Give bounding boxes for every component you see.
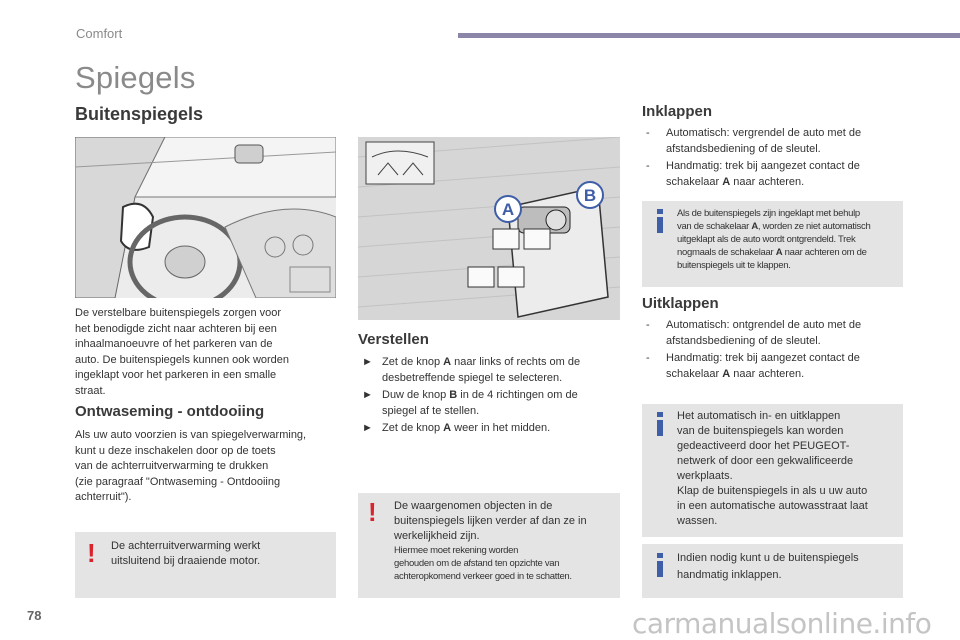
label-a: A [501,200,515,219]
list-item: ► Zet de knop A naar links of rechts om de desbetreffende spiegel te selecteren. [362,356,581,384]
list-item: - Handmatig: trek bij aangezet contact de schakelaar A naar achteren. [646,160,860,188]
list-item: ► Zet de knop A weer in het midden. [362,422,551,434]
heading-ontwaseming: Ontwaseming - ontdooiing [75,403,265,420]
list-item: - Automatisch: vergrendel de auto met de afstandsbediening of de sleutel. [646,127,862,155]
info-icon [656,412,664,436]
heading-buitenspiegels: Buitenspiegels [75,104,204,124]
verstellen-list [362,354,620,437]
label-b: B [583,186,597,205]
info-icon [656,209,664,233]
page-title: Spiegels [75,60,196,95]
heading-verstellen: Verstellen [358,331,429,348]
section-label: Comfort [76,26,123,41]
info-box-manual: Indien nodig kunt u de buitenspiegels handmatig inklappen. [642,544,903,598]
inklappen-list [646,125,906,191]
defrost-paragraph: Als uw auto voorzien is van spiegelverwarming, kunt u deze inschakelen door op de toets van de achterruitverwarming te drukken (zie paragraaf "Ontwaseming - Ontdooiing achterruit"). [75,429,307,503]
intro-paragraph: De verstelbare buitenspiegels zorgen voor het benodigde zicht naar achteren bij een inhaalmanoeuvre of het parkeren van de auto. De buitenspiegels kunnen ook worden ingeklapt voor het parkeren in een smalle straat. [75,307,290,397]
list-item: - Handmatig: trek bij aangezet contact de schakelaar A naar achteren. [646,352,860,380]
warning-icon: ! [87,538,96,568]
heading-uitklappen: Uitklappen [642,295,719,312]
mirror-interior-illustration [75,137,336,298]
page-number: 78 [27,608,42,623]
warning-box-objects: ! De waargenomen objecten in de buitenspiegels lijken verder af dan ze in werkelijkheid zijn. Hiermee moet rekening worden gehouden om de afstand ten opzichte van achteropkomend verkeer goed in te schatten. [358,493,620,598]
list-item: - Automatisch: ontgrendel de auto met de afstandsbediening of de sleutel. [646,319,862,347]
warning-icon: ! [368,497,377,527]
info-icon [656,553,664,577]
info-box-deactivate: Het automatisch in- en uitklappen van de buitenspiegels kan worden gedeactiveerd door het PEUGEOT- netwerk of door een gekwalificeerde werkplaats. Klap de buitenspiegels in als u uw auto in een automatische autowasstraat laat wassen. [642,404,903,537]
uitklappen-list [646,317,906,383]
warning-box-defrost: ! De achterruitverwarming werkt uitsluitend bij draaiende motor. [75,532,336,598]
info-box-fold: Als de buitenspiegels zijn ingeklapt met behulp van de schakelaar A, worden ze niet automatisch uitgeklapt als de auto wordt ontgrendeld. Trek nogmaals de schakelaar A naar achteren om de buitenspiegels uit te klappen. [642,201,903,287]
header-accent-bar [458,33,960,38]
arrow-bullet-icon: ► [362,422,373,434]
watermark: carmanualsonline.info [632,607,932,640]
mirror-switch-illustration [358,137,620,320]
arrow-bullet-icon: ► [362,356,373,368]
heading-inklappen: Inklappen [642,103,713,120]
list-item: ► Duw de knop B in de 4 richtingen om de spiegel af te stellen. [362,389,578,417]
arrow-bullet-icon: ► [362,389,373,401]
